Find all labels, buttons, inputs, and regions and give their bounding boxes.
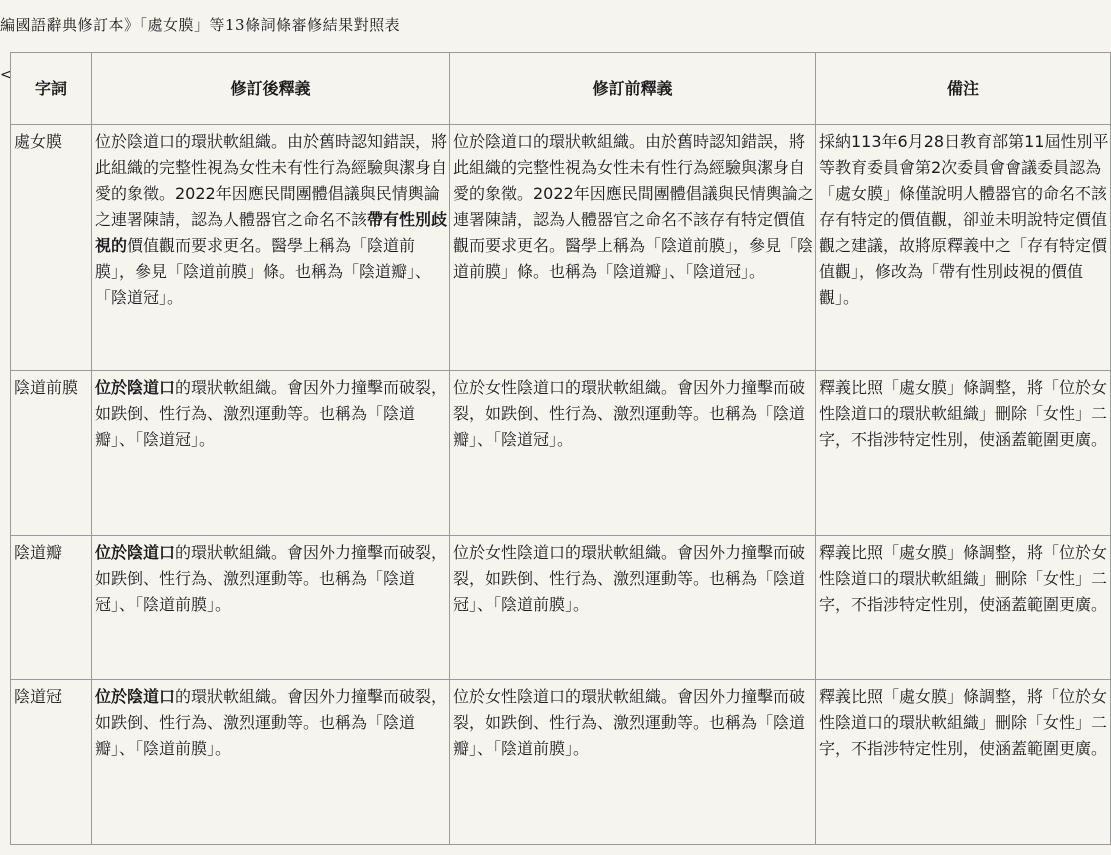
header-before: 修訂前釋義 [450,53,816,125]
after-text: 的環狀軟組織。會因外力撞擊而破裂，如跌倒、性行為、激烈運動等。也稱為「陰道瓣」、「陰道冠」。 [95,378,448,449]
after-cell [92,680,450,845]
term-cell: 處女膜 [11,125,92,371]
comparison-table [10,52,1111,845]
note-cell: 採納113年6月28日教育部第11屆性別平等教育委員會第2次委員會會議委員認為「處女膜」條僅說明人體器官的命名不該存有特定的價值觀，卻並未明說特定價值觀之建議，故將原釋義中之「存有特定價值觀」，修改為「帶有性別歧視的價值觀」。 [816,125,1111,371]
table-row [11,680,1111,845]
after-cell [92,536,450,680]
table-header-row [11,53,1111,125]
after-cell [92,371,450,536]
document-title: 編國語辭典修訂本》「處女膜」等13條詞條審修結果對照表 [0,16,401,34]
left-edge-mark: < [0,67,12,83]
term-cell: 陰道前膜 [11,371,92,536]
after-bold-text: 帶有性別歧視的 [95,210,448,255]
after-text: 的環狀軟組織。會因外力撞擊而破裂，如跌倒、性行為、激烈運動等。也稱為「陰道冠」、「陰道前膜」。 [95,543,448,614]
term-cell: 陰道冠 [11,680,92,845]
header-after: 修訂後釋義 [92,53,450,125]
note-cell: 釋義比照「處女膜」條調整，將「位於女性陰道口的環狀軟組織」刪除「女性」二字，不指涉特定性別，使涵蓋範圍更廣。 [816,371,1111,536]
note-cell: 釋義比照「處女膜」條調整，將「位於女性陰道口的環狀軟組織」刪除「女性」二字，不指涉特定性別，使涵蓋範圍更廣。 [816,680,1111,845]
table-row [11,536,1111,680]
after-bold-text: 位於陰道口 [95,687,176,706]
after-text: 位於陰道口的環狀軟組織。由於舊時認知錯誤，將此組織的完整性視為女性未有性行為經驗與潔身自愛的象徵。2022年因應民間團體倡議與民情輿論之連署陳請，認為人體器官之命名不該 [95,132,448,229]
before-cell: 位於女性陰道口的環狀軟組織。會因外力撞擊而破裂，如跌倒、性行為、激烈運動等。也稱為「陰道瓣」、「陰道前膜」。 [450,680,816,845]
before-cell: 位於女性陰道口的環狀軟組織。會因外力撞擊而破裂，如跌倒、性行為、激烈運動等。也稱為「陰道瓣」、「陰道冠」。 [450,371,816,536]
before-cell: 位於陰道口的環狀軟組織。由於舊時認知錯誤，將此組織的完整性視為女性未有性行為經驗與潔身自愛的象徵。2022年因應民間團體倡議與民情輿論之連署陳請，認為人體器官之命名不該存有特定價值觀而要求更名。醫學上稱為「陰道前膜」，參見「陰道前膜」條。也稱為「陰道瓣」、「陰道冠」。 [450,125,816,371]
after-cell [92,125,450,371]
note-cell: 釋義比照「處女膜」條調整，將「位於女性陰道口的環狀軟組織」刪除「女性」二字，不指涉特定性別，使涵蓋範圍更廣。 [816,536,1111,680]
table-row [11,125,1111,371]
header-term: 字詞 [11,53,92,125]
after-text: 價值觀而要求更名。醫學上稱為「陰道前膜」，參見「陰道前膜」條。也稱為「陰道瓣」、「陰道冠」。 [95,236,432,307]
after-bold-text: 位於陰道口 [95,378,176,397]
after-text: 的環狀軟組織。會因外力撞擊而破裂，如跌倒、性行為、激烈運動等。也稱為「陰道瓣」、「陰道前膜」。 [95,687,448,758]
term-cell: 陰道瓣 [11,536,92,680]
after-bold-text: 位於陰道口 [95,543,176,562]
header-note: 備注 [816,53,1111,125]
before-cell: 位於女性陰道口的環狀軟組織。會因外力撞擊而破裂，如跌倒、性行為、激烈運動等。也稱為「陰道冠」、「陰道前膜」。 [450,536,816,680]
table-row [11,371,1111,536]
